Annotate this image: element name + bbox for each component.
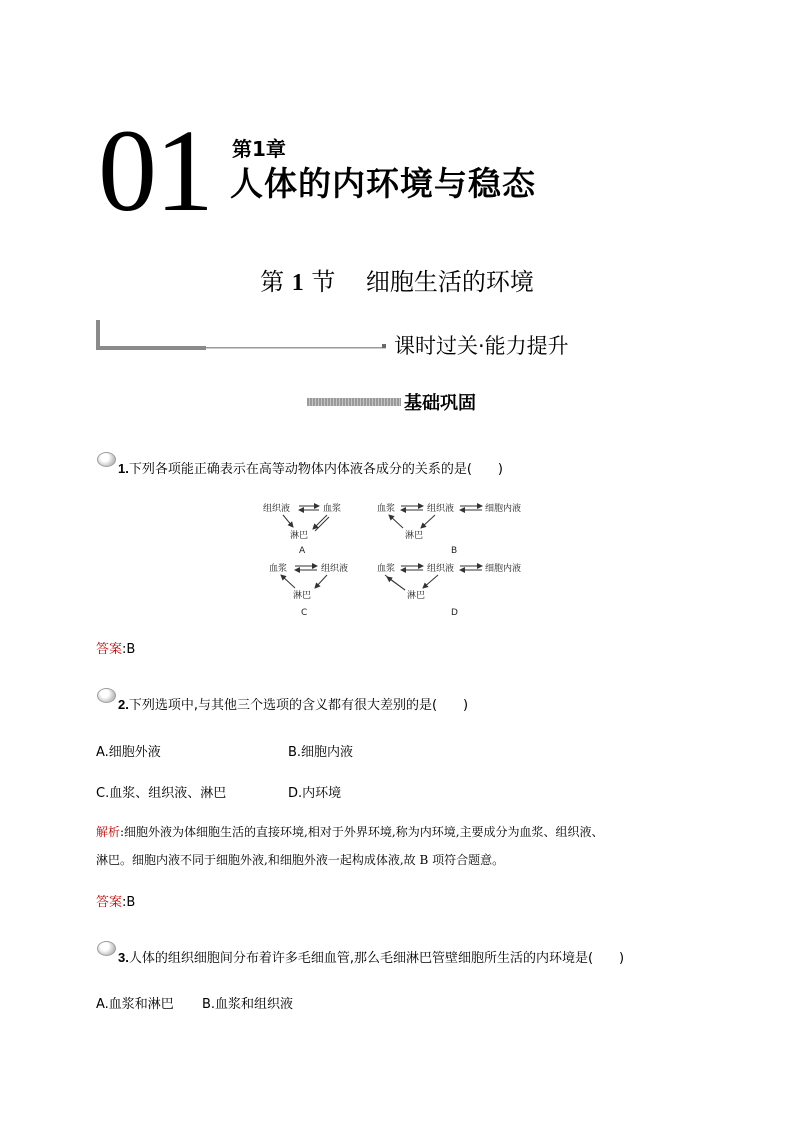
diagram-label: C [301,608,308,618]
section-name: 细胞生活的环境 [365,268,534,296]
diagram-label: B [451,546,458,556]
question-1-figure [255,495,545,625]
node-label: 组织液 [321,564,349,574]
chapter-title: 人体的内环境与稳态 [230,164,536,203]
question-bubble-icon [97,941,116,956]
node-label: 组织液 [427,504,455,514]
node-label: 血浆 [323,504,342,514]
diagram-a [263,502,341,556]
option-c: C.血浆、组织液、淋巴 [96,786,227,801]
section-title [0,262,794,297]
answer-value: :B [122,895,136,910]
question-text: 下列各项能正确表示在高等动物体内体液各成分的关系的是( ) [128,462,503,477]
diagram-b [377,502,521,556]
section-prefix: 第 [260,268,285,296]
chapter-number-large: 01 [98,105,212,236]
question-bubble-icon [97,688,116,703]
answer-label: 答案 [96,895,123,910]
question-3 [118,947,624,966]
answer-label: 答案 [96,642,123,657]
option-b: B.血浆和组织液 [202,997,294,1012]
node-label: 细胞内液 [485,504,522,514]
node-label: 血浆 [377,504,396,514]
question-1-answer [96,638,135,657]
question-text: 下列选项中,与其他三个选项的含义都有很大差别的是( ) [128,698,469,713]
answer-value: :B [122,642,136,657]
option-b: B.细胞内液 [288,745,354,760]
option-d: D.内环境 [288,786,342,801]
question-1 [118,458,503,477]
node-label: 细胞内液 [485,564,522,574]
banner-decoration [96,320,386,350]
section-number: 1 [291,270,304,296]
diagram-d [377,562,521,618]
node-label: 淋巴 [290,531,309,541]
node-label: 淋巴 [405,531,424,541]
chapter-label: 第1章 [232,137,286,161]
question-2 [118,694,468,713]
diagram-label: A [299,546,306,556]
diagram-label: D [451,608,458,618]
explain-label: 解析 [96,825,121,839]
node-label: 淋巴 [293,591,312,601]
diagram-c [269,562,348,618]
question-bubble-icon [97,452,116,467]
banner-title: 课时过关·能力提升 [394,334,569,358]
question-number: 2. [118,697,129,712]
node-label: 血浆 [377,564,396,574]
option-a: A.细胞外液 [96,745,161,760]
node-label: 血浆 [269,564,288,574]
subsection-title: 基础巩固 [404,393,476,414]
node-label: 组织液 [263,504,291,514]
node-label: 组织液 [427,564,455,574]
question-text: 人体的组织细胞间分布着许多毛细血管,那么毛细淋巴管壁细胞所生活的内环境是( ) [128,951,625,966]
subsection-bar [307,398,401,406]
option-a: A.血浆和淋巴 [96,997,174,1012]
question-number: 1. [118,461,129,476]
question-2-explanation [96,818,716,874]
explain-text-line1: :细胞外液为体细胞生活的直接环境,相对于外界环境,称为内环境,主要成分为血浆、组织液、 [120,825,604,839]
section-suffix: 节 [311,268,336,296]
node-label: 淋巴 [407,591,426,601]
explain-text-line2: 淋巴。细胞内液不同于细胞外液,和细胞外液一起构成体液,故 B 项符合题意。 [96,853,505,867]
question-number: 3. [118,950,129,965]
question-2-answer [96,891,135,910]
